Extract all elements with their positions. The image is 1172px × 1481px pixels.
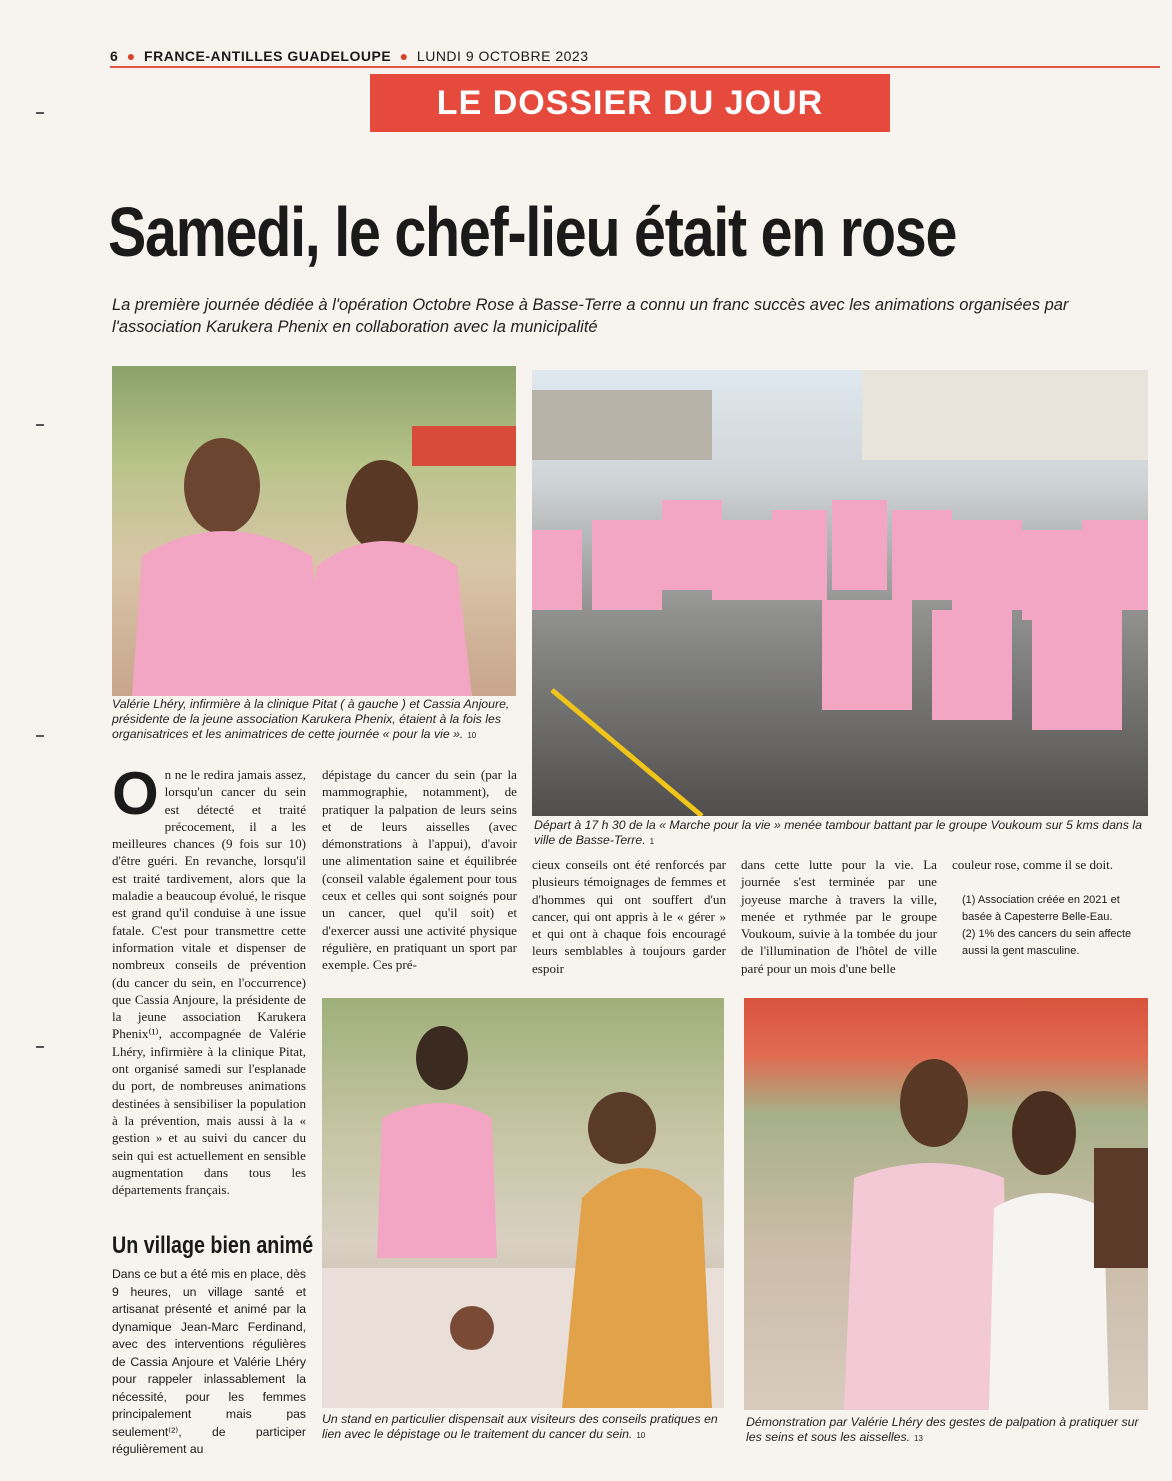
caption-march-credit: 1 [649, 837, 655, 846]
article-column-3 [532, 856, 726, 977]
article-column-5 [952, 856, 1142, 873]
article-column-2 [322, 766, 517, 974]
binding-mark [36, 112, 44, 114]
article-paragraph-3: cieux conseils ont été renforcés par plusieurs témoignages de femmes et d'hommes qui ont souffert d'un cancer, qui ont appris à le « gérer » et qui ont à chaque fois encouragé leurs semblables à toujours garder espoir [532, 857, 726, 976]
caption-stand-credit: 10 [636, 1431, 646, 1440]
bullet-dot-icon: ● [126, 48, 136, 64]
publication-date: LUNDI 9 OCTOBRE 2023 [416, 48, 589, 64]
caption-demonstration-text: Démonstration par Valérie Lhéry des gestes de palpation à pratiquer sur les seins et sous les aisselles. [746, 1415, 1139, 1444]
bullet-dot-icon: ● [399, 48, 409, 64]
photo-demonstration-illustration [744, 998, 1148, 1410]
photo-stand-illustration [322, 998, 724, 1408]
caption-demonstration-credit: 13 [914, 1434, 923, 1443]
article-paragraph-4: dans cette lutte pour la vie. La journée s'est terminée par une joyeuse marche à travers la ville, menée et rythmée par le groupe Voukoum, suivie à la tombée du jour de l'illumination de l'hôtel de ville paré pour un mois d'une belle [741, 857, 937, 976]
header-rule [110, 66, 1160, 68]
photo-march-illustration [532, 370, 1148, 816]
article-village-paragraph: Dans ce but a été mis en place, dès 9 heures, un village santé et artisanat présenté et animé par la dynamique Jean-Marc Ferdinand, avec des interventions régulières de Cassia Anjoure et Valérie Lhéry pour rappeler inlassablement la nécessité, pour les femmes principalement mais pas seulement⁽²⁾, de participer régulièrement au [112, 1267, 306, 1456]
headline: Samedi, le chef-lieu était en rose [108, 193, 957, 271]
photo-organizers [112, 366, 516, 696]
binding-mark [36, 735, 44, 737]
drop-cap: O [112, 760, 159, 827]
binding-mark [36, 1046, 44, 1048]
binding-mark [36, 424, 44, 426]
publication-name: FRANCE-ANTILLES GUADELOUPE [144, 48, 392, 64]
article-column-1 [112, 760, 306, 1198]
article-paragraph-1: n ne le redira jamais assez, lorsqu'un cancer du sein est détecté et traité précocement, il a les meilleures chances (9 fois sur 10) d'être guéri. En revanche, lorsqu'il est traité tardivement, alors que la maladie a beaucoup évolué, le risque est grand qu'il conduise à une issue fatale. C'est pour transmettre cette information vitale et dispenser de nombreux conseils de prévention (du cancer du sein, en l'occurrence) que Cassia Anjoure, la présidente de la jeune association Karukera Phenix⁽¹⁾, accompagnée de Valérie Lhéry, infirmière à la clinique Pitat, ont organisé samedi sur l'esplanade du port, de nombreuses animations destinées à sensibiliser la population à la prévention, mais aussi à la « gestion » et au suivi du cancer du sein qui est actuellement en sensible augmentation dans tous les départements français. [112, 767, 306, 1198]
photo-demonstration [744, 998, 1148, 1410]
photo-stand [322, 998, 724, 1408]
article-paragraph-2: dépistage du cancer du sein (par la mammographie, notamment), de pratiquer la palpation de leurs seins et de leurs aisselles (avec démonstrations à l'appui), d'avoir une alimentation saine et équilibrée (conseil valable également pour tous ceux et celles qui sont soignés pour un cancer, quel qu'il soit) et d'exercer aussi une activité physique régulière, en pratiquant un sport par exemple. Ces pré- [322, 767, 517, 973]
caption-stand [322, 1412, 727, 1443]
article-paragraph-5: couleur rose, comme il se doit. [952, 857, 1114, 872]
photo-organizers-illustration [112, 366, 516, 696]
caption-organizers-text: Valérie Lhéry, infirmière à la clinique Pitat ( à gauche ) et Cassia Anjoure, présidente de la jeune association Karukera Phenix, étaient à la fois les organisatrices et les animatrices de cette journée « pour la vie ». [112, 697, 510, 741]
caption-march-text: Départ à 17 h 30 de la « Marche pour la vie » menée tambour battant par le groupe Voukoum sur 5 kms dans la ville de Basse-Terre. [534, 818, 1142, 847]
article-column-4 [741, 856, 937, 977]
caption-demonstration [746, 1415, 1146, 1446]
standfirst: La première journée dédiée à l'opération Octobre Rose à Basse-Terre a connu un franc succès avec les animations organisées par l'association Karukera Phenix en collaboration avec la municipalité [112, 296, 1069, 336]
footnote-1: (1) Association créée en 2021 et basée à Capesterre Belle-Eau. [962, 894, 1120, 923]
footnotes [962, 892, 1137, 960]
caption-organizers [112, 697, 512, 743]
photo-march [532, 370, 1148, 816]
caption-organizers-credit: 10 [467, 731, 477, 740]
page-number: 6 [110, 48, 119, 64]
subheading: Un village bien animé [112, 1232, 314, 1259]
rubric-banner: LE DOSSIER DU JOUR [370, 74, 890, 132]
caption-stand-text: Un stand en particulier dispensait aux visiteurs des conseils pratiques en lien avec le dépistage ou le traitement du cancer du sein. [322, 1412, 718, 1441]
page-header [110, 48, 589, 64]
caption-march [534, 818, 1150, 849]
footnote-2: (2) 1% des cancers du sein affecte aussi la gent masculine. [962, 928, 1132, 957]
